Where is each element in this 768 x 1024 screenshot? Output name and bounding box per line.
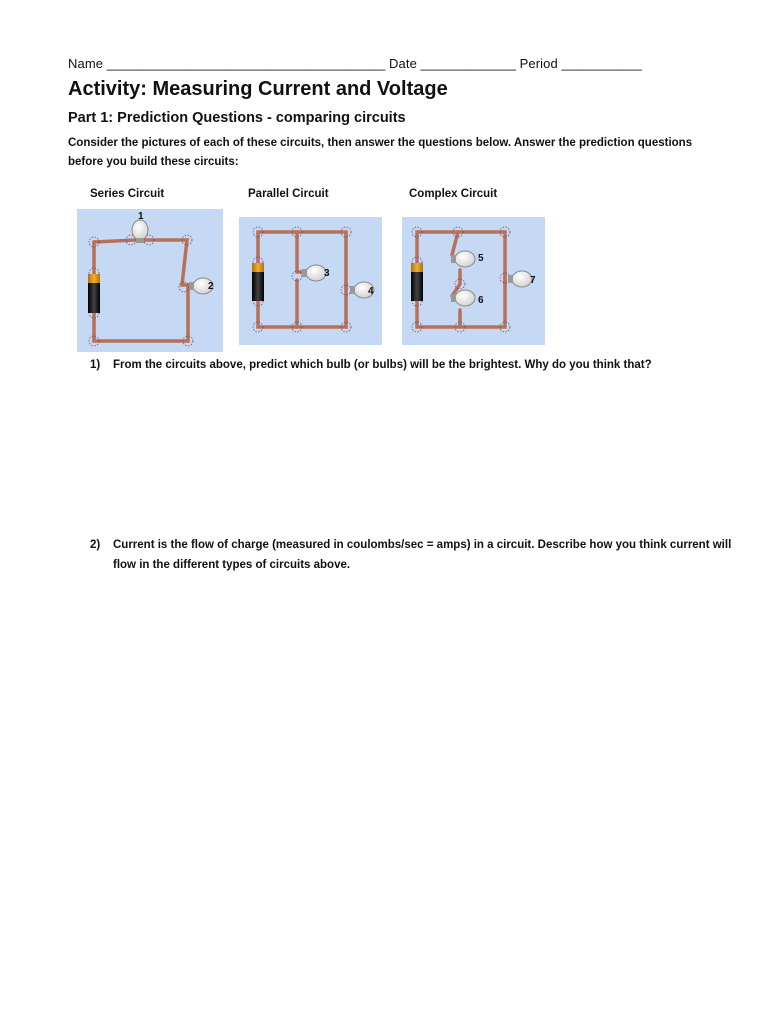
complex-battery xyxy=(411,263,423,301)
header-fields: Name ______________________________________ Date _____________ Period ___________ xyxy=(68,56,643,71)
page-title: Activity: Measuring Current and Voltage xyxy=(68,78,448,100)
question-1-number: 1) xyxy=(90,359,101,371)
intro-text: Consider the pictures of each of these circuits, then answer the questions below. Answer the prediction questions before you build these circuits: xyxy=(68,137,693,168)
bulb-7-label: 7 xyxy=(530,275,536,286)
parallel-circuit-caption: Parallel Circuit xyxy=(248,188,329,200)
question-1-text: From the circuits above, predict which bulb (or bulbs) will be the brightest. Why do you think that? xyxy=(113,359,652,371)
bulb-1-label: 1 xyxy=(138,211,144,222)
bulb-3-label: 3 xyxy=(324,268,330,279)
bulb-4-label: 4 xyxy=(368,286,374,297)
series-circuit-caption: Series Circuit xyxy=(90,188,165,200)
question-2-number: 2) xyxy=(90,539,101,551)
part-heading: Part 1: Prediction Questions - comparing circuits xyxy=(68,110,406,126)
complex-circuit-caption: Complex Circuit xyxy=(409,188,498,200)
circuit-diagrams xyxy=(0,0,768,360)
bulb-6-label: 6 xyxy=(478,295,484,306)
series-battery xyxy=(88,274,100,313)
bulb-5-label: 5 xyxy=(478,253,484,264)
parallel-battery xyxy=(252,263,264,301)
question-2-text: Current is the flow of charge (measured in coulombs/sec = amps) in a circuit. Describe how you think current will flow in the different types of circuits above. xyxy=(113,539,732,571)
bulb-2-label: 2 xyxy=(208,281,214,292)
